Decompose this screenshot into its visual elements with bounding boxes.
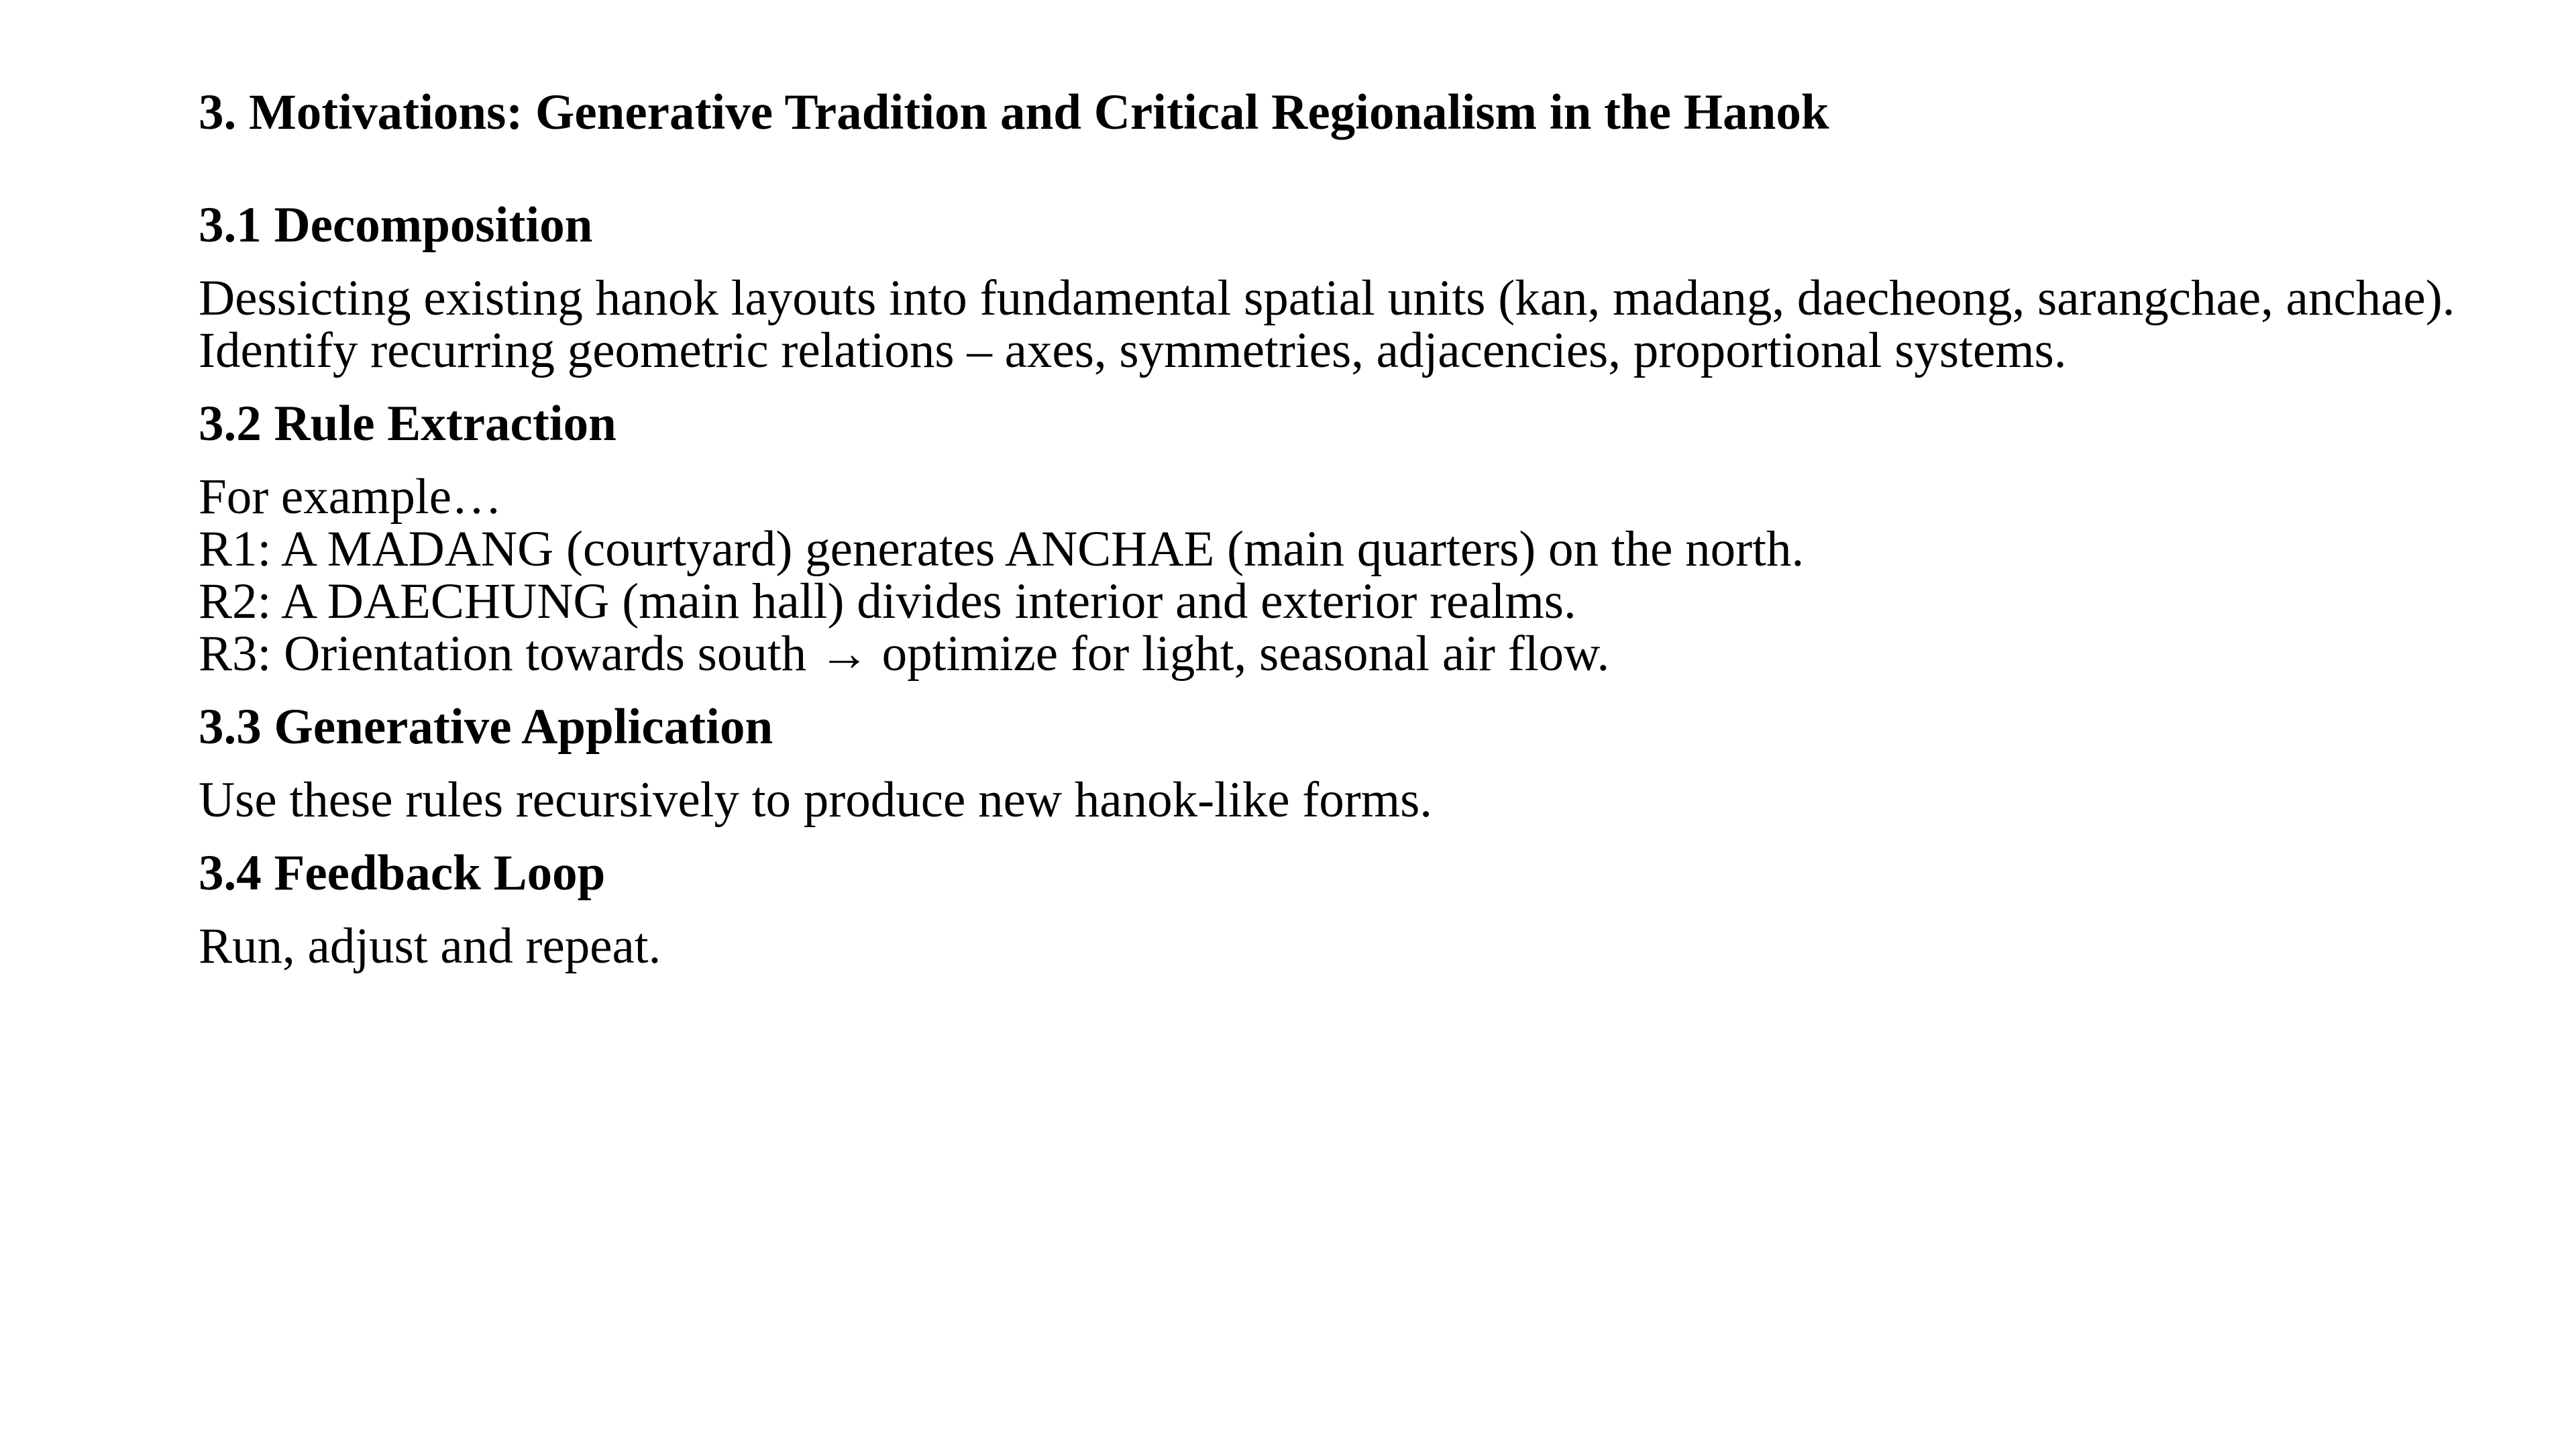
document-title: 3. Motivations: Generative Tradition and Critical Regionalism in the Hanok bbox=[199, 85, 1829, 140]
section-paragraph bbox=[199, 272, 2479, 377]
rule-line: R2: A DAECHUNG (main hall) divides interior and exterior realms. bbox=[199, 574, 1576, 629]
paragraph-line: Use these rules recursively to produce new hanok-like forms. bbox=[199, 772, 1433, 828]
rule-line: R3: Orientation towards south → optimize for light, seasonal air flow. bbox=[199, 626, 1610, 682]
paragraph-line: For example… bbox=[199, 469, 502, 525]
section-paragraph bbox=[199, 920, 2479, 973]
document-body bbox=[199, 79, 2479, 986]
section-heading: 3.4 Feedback Loop bbox=[199, 845, 606, 901]
section-feedback-loop bbox=[199, 840, 2479, 973]
section-generative-application bbox=[199, 694, 2479, 826]
section-paragraph bbox=[199, 471, 2479, 680]
section-decomposition bbox=[199, 192, 2479, 377]
paragraph-line: Run, adjust and repeat. bbox=[199, 918, 661, 974]
section-heading: 3.1 Decomposition bbox=[199, 197, 593, 253]
section-rule-extraction bbox=[199, 390, 2479, 680]
paragraph-line: Identify recurring geometric relations – axes, symmetries, adjacencies, proportional systems. bbox=[199, 323, 2067, 378]
paragraph-line: Dessicting existing hanok layouts into fundamental spatial units (kan, madang, daecheong, sarangchae, anchae). bbox=[199, 270, 2455, 326]
section-paragraph bbox=[199, 774, 2479, 826]
section-heading: 3.2 Rule Extraction bbox=[199, 396, 616, 451]
rule-line: R1: A MADANG (courtyard) generates ANCHAE (main quarters) on the north. bbox=[199, 521, 1805, 577]
section-heading: 3.3 Generative Application bbox=[199, 699, 773, 755]
